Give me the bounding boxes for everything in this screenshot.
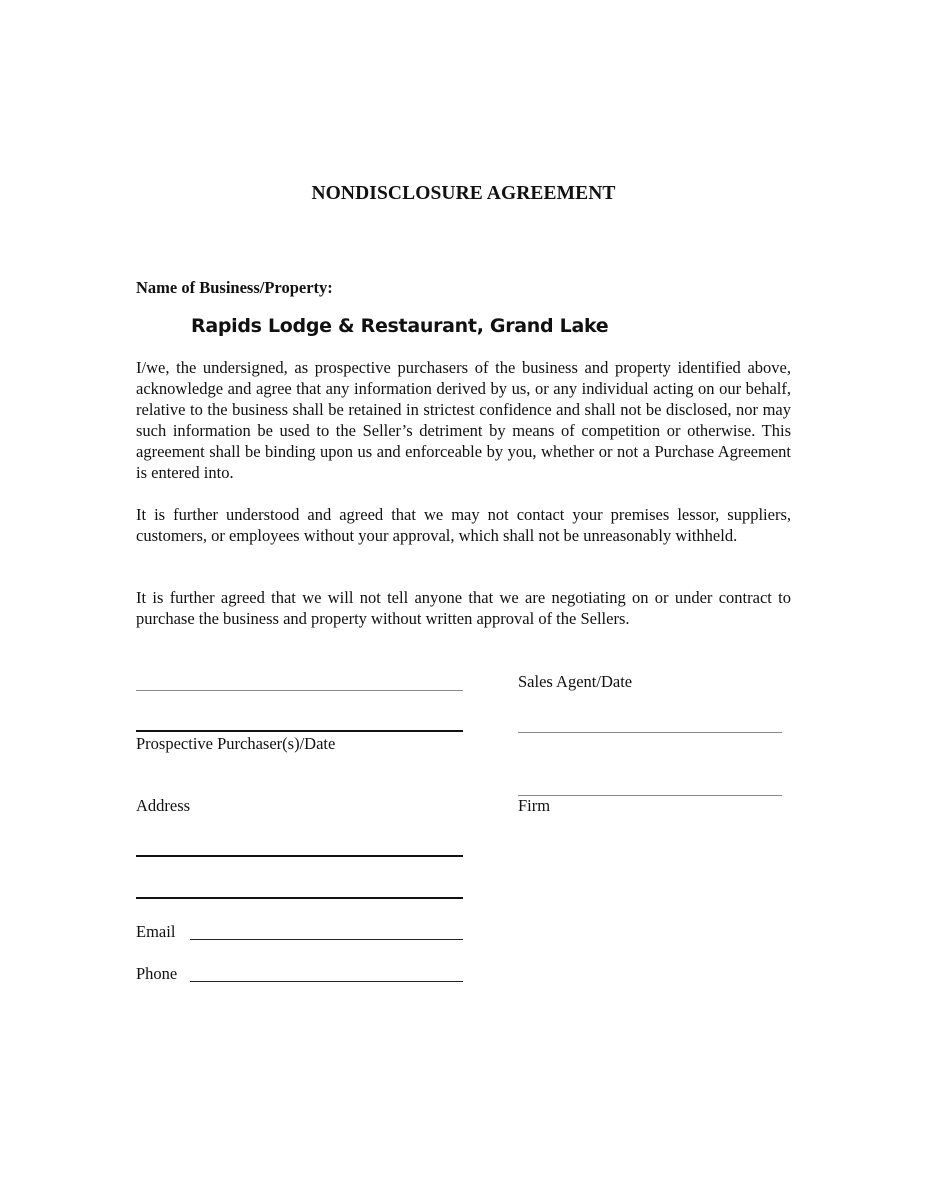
paragraph-confidentiality: I/we, the undersigned, as prospective purchasers of the business and property identified above, acknowledge and agree that any information derived by us, or any individual acting on our behalf, relative to the business shall be retained in strictest confidence and shall not be disclosed, nor may such information be used to the Seller’s detriment by means of competition or otherwise. This agreement shall be binding upon us and enforceable by you, whether or not a Purchase Agreement is entered into. <box>136 358 791 482</box>
phone-label: Phone <box>136 964 178 983</box>
business-name: Rapids Lodge & Restaurant, Grand Lake <box>191 315 609 337</box>
paragraph-no-disclosure: It is further agreed that we will not tell anyone that we are negotiating on or under contract to purchase the business and property without written approval of the Sellers. <box>136 588 791 628</box>
paragraph-no-contact: It is further understood and agreed that we may not contact your premises lessor, suppliers, customers, or employees without your approval, which shall not be unreasonably withheld. <box>136 505 791 545</box>
address-line-2[interactable] <box>136 897 463 899</box>
purchaser-signature-line-1[interactable] <box>136 690 463 691</box>
sales-agent-signature-line[interactable] <box>518 732 782 733</box>
document-title: NONDISCLOSURE AGREEMENT <box>311 183 616 204</box>
email-label: Email <box>136 922 176 941</box>
purchaser-signature-line-2[interactable] <box>136 730 463 732</box>
address-line-1[interactable] <box>136 855 463 857</box>
firm-label: Firm <box>518 796 551 815</box>
email-line[interactable] <box>190 939 463 940</box>
firm-line[interactable] <box>518 795 782 796</box>
address-label: Address <box>136 796 191 815</box>
sales-agent-date-label: Sales Agent/Date <box>518 672 633 691</box>
purchaser-date-label: Prospective Purchaser(s)/Date <box>136 734 336 753</box>
business-property-label: Name of Business/Property: <box>136 278 333 297</box>
phone-line[interactable] <box>190 981 463 982</box>
